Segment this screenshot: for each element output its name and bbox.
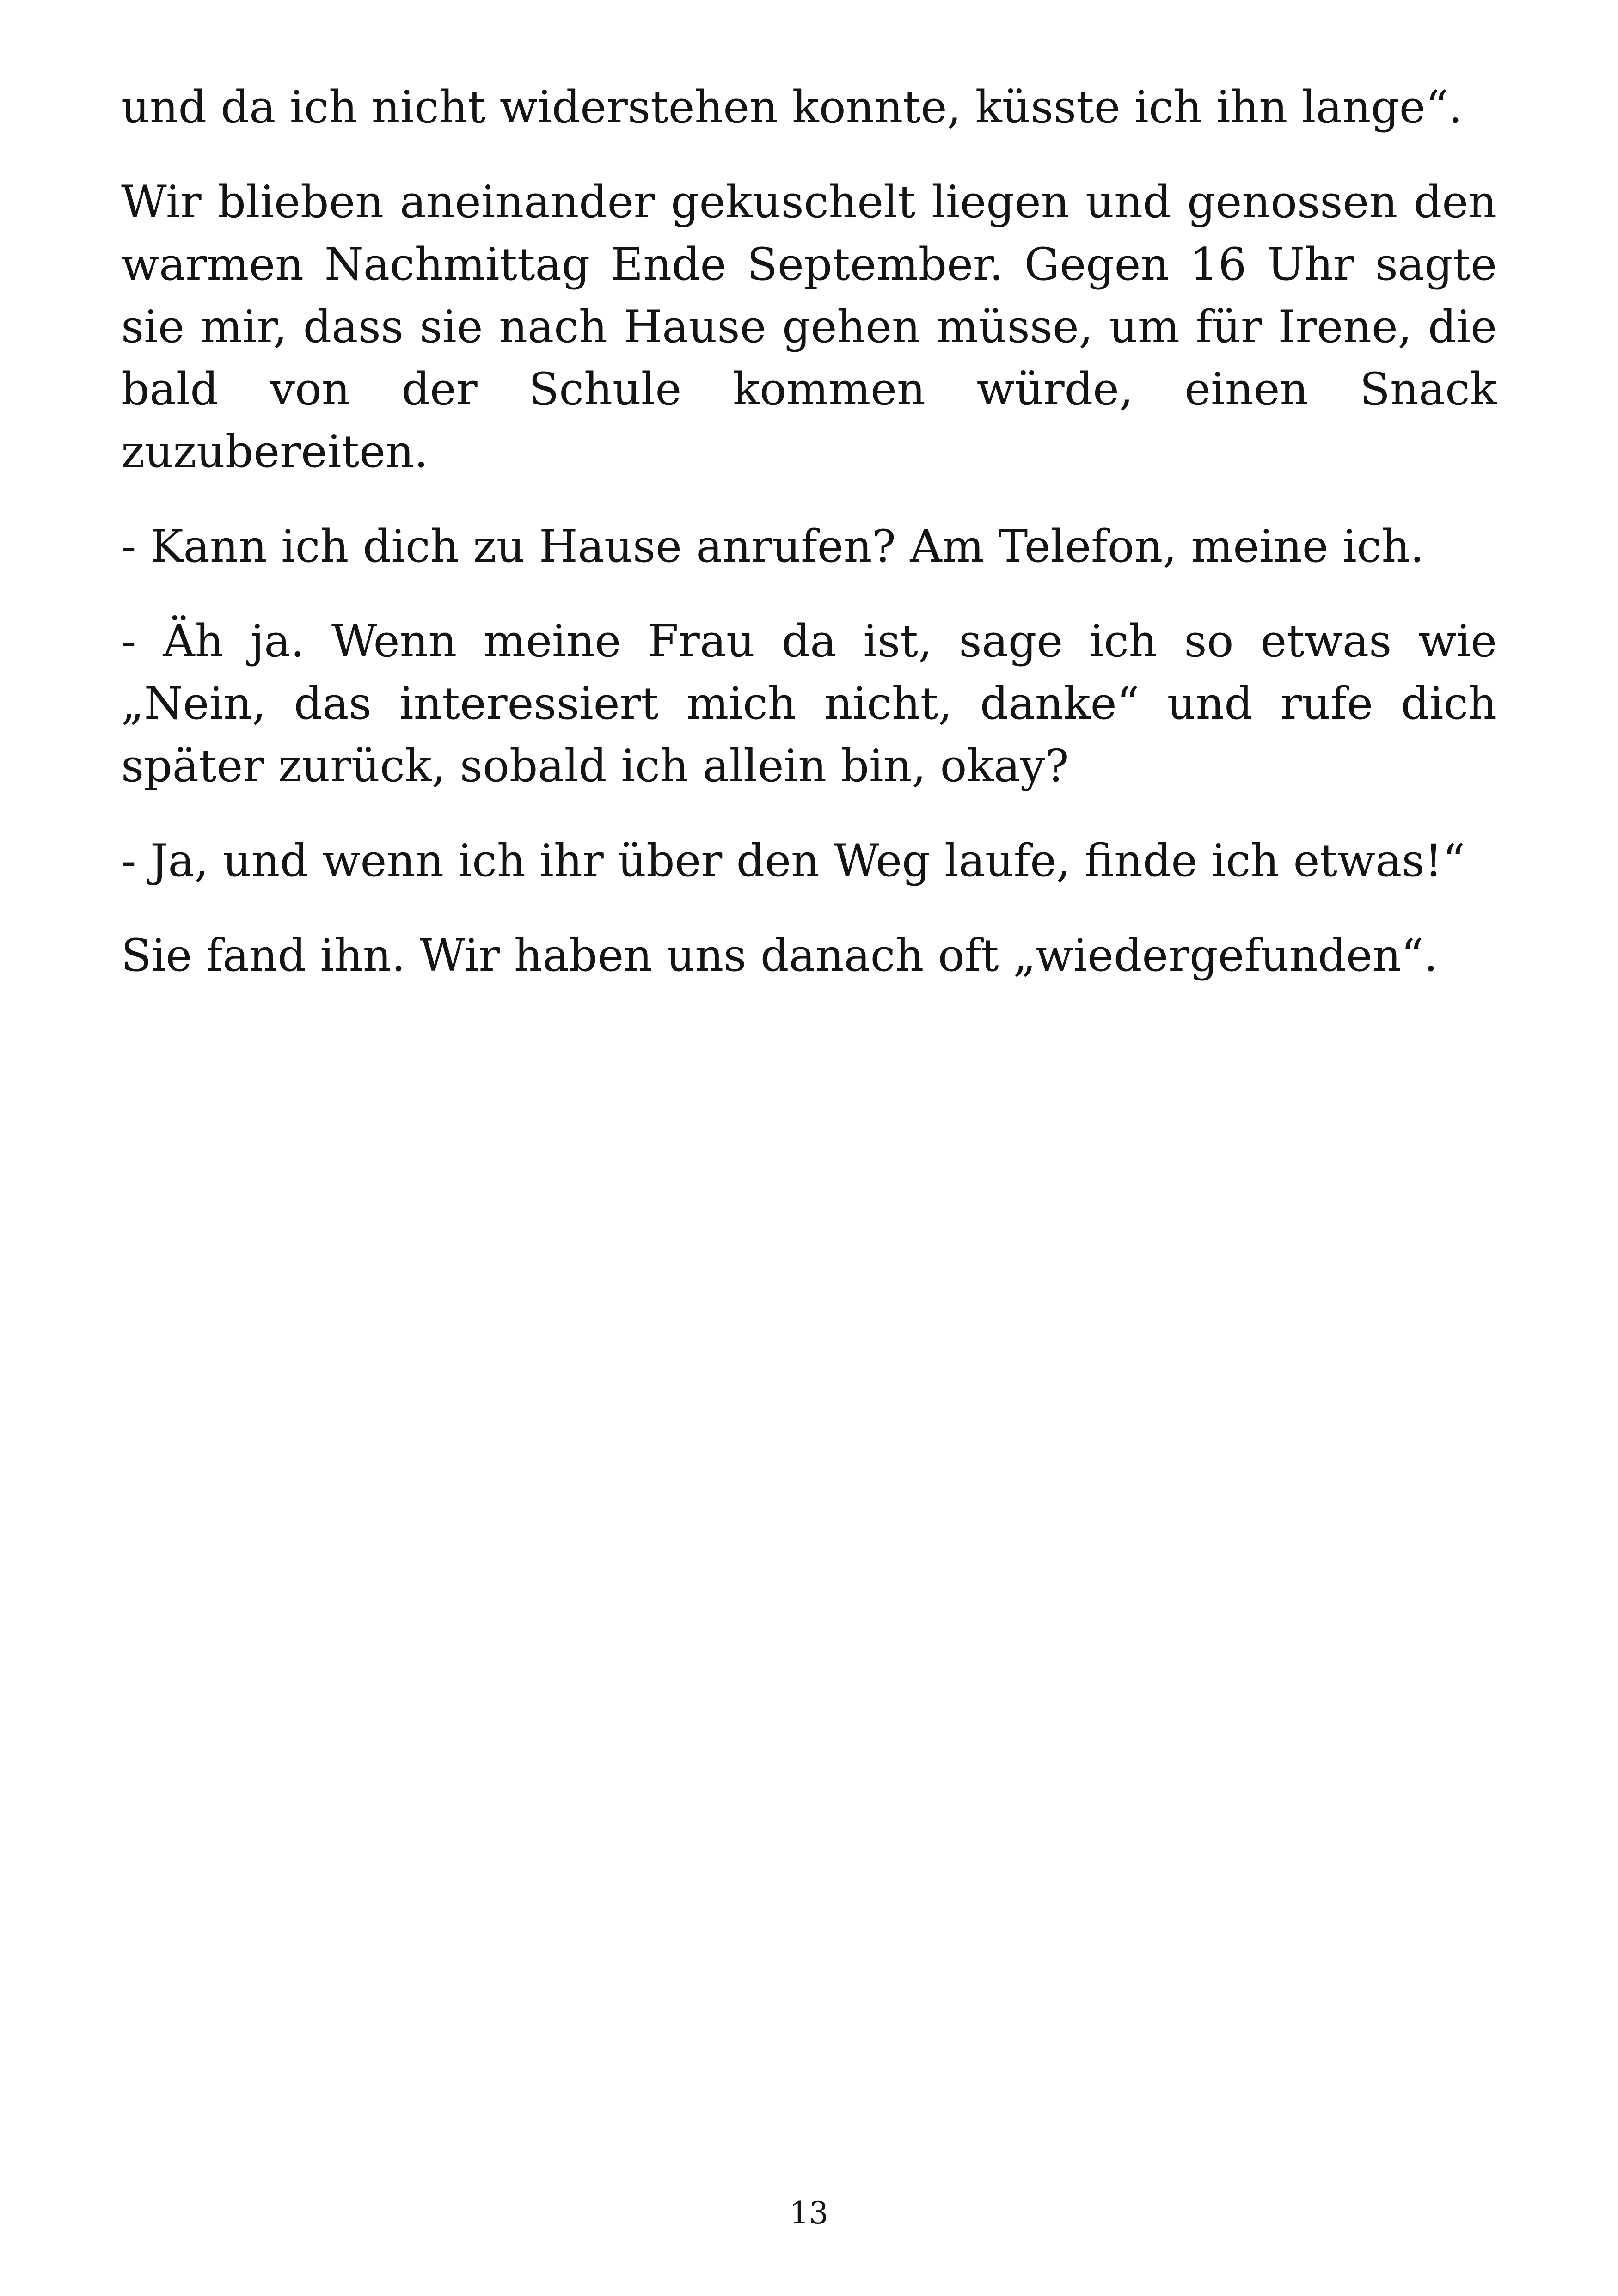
page-number: 13 [790,2195,828,2231]
paragraph: Wir blieben aneinander gekuschelt liegen und genossen den warmen Nachmittag Ende September. Gegen 16 Uhr sagte sie mir, dass sie nach Hause gehen müsse, um für Irene, die bald von der Schule kommen würde, einen Snack zuzubereiten. [121,176,1497,478]
paragraph: - Ja, und wenn ich ihr über den Weg laufe, finde ich etwas!“ [121,835,1465,887]
paragraph: - Kann ich dich zu Hause anrufen? Am Telefon, meine ich. [121,520,1424,572]
body-text [121,76,1497,1019]
paragraph: und da ich nicht widerstehen konnte, küsste ich ihn lange“. [121,81,1463,133]
paragraph: - Äh ja. Wenn meine Frau da ist, sage ich so etwas wie „Nein, das interessiert mich nicht, danke“ und rufe dich später zurück, sobald ich allein bin, okay? [121,615,1497,792]
paragraph: Sie fand ihn. Wir haben uns danach oft „wiedergefunden“. [121,930,1438,981]
